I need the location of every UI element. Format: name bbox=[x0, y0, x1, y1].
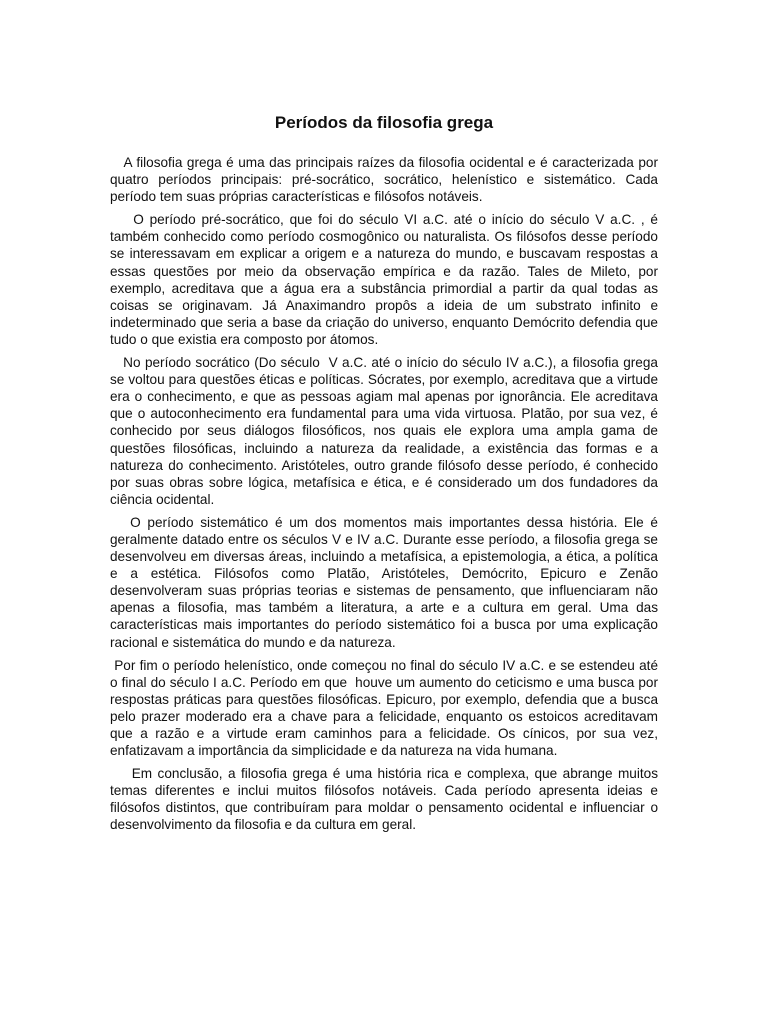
paragraph-pre-socratic: O período pré-socrático, que foi do século VI a.C. até o início do século V a.C. , é também conhecido como período cosmogônico ou naturalista. Os filósofos desse período se interessavam em explicar a origem e a natureza do mundo, e buscavam respostas a essas questões por meio da observação empírica e da razão. Tales de Mileto, por exemplo, acreditava que a água era a substância primordial a partir da qual todas as coisas se originavam. Já Anaximandro propôs a ideia de um substrato infinito e indeterminado que seria a base da criação do universo, enquanto Demócrito defendia que tudo o que existia era composto por átomos. bbox=[110, 212, 662, 347]
paragraph-socratic: No período socrático (Do século V a.C. até o início do século IV a.C.), a filosofia grega se voltou para questões éticas e políticas. Sócrates, por exemplo, acreditava que a virtude era o conhecimento, e que as pessoas agiam mal apenas por ignorância. Ele acreditava que o autoconhecimento era fundamental para uma vida virtuosa. Platão, por sua vez, é conhecido por seus diálogos filosóficos, nos quais ele explora uma ampla gama de questões filosóficas, incluindo a natureza da realidade, a existência das formas e a natureza do conhecimento. Aristóteles, outro grande filósofo desse período, é conhecido por suas obras sobre lógica, metafísica e ética, e é considerado um dos fundadores da ciência ocidental. bbox=[110, 355, 662, 507]
paragraph-conclusion: Em conclusão, a filosofia grega é uma história rica e complexa, que abrange muitos temas diferentes e inclui muitos filósofos notáveis. Cada período apresenta ideias e filósofos distintos, que contribuíram para moldar o pensamento ocidental e influenciar o desenvolvimento da filosofia e da cultura em geral. bbox=[110, 766, 662, 833]
paragraph-hellenistic: Por fim o período helenístico, onde começou no final do século IV a.C. e se estendeu até o final do século I a.C. Período em que houve um aumento do ceticismo e uma busca por respostas práticas para questões filosóficas. Epicuro, por exemplo, defendia que a busca pelo prazer moderado era a chave para a felicidade, enquanto os estoicos acreditavam que a razão e a virtude eram caminhos para a felicidade. Os cínicos, por sua vez, enfatizavam a importância da simplicidade e da natureza na vida humana. bbox=[110, 657, 662, 759]
paragraph-systematic: O período sistemático é um dos momentos mais importantes dessa história. Ele é geralmente datado entre os séculos V e IV a.C. Durante esse período, a filosofia grega se desenvolveu em diversas áreas, incluindo a metafísica, a epistemologia, a ética, a política e a estética. Filósofos como Platão, Aristóteles, Demócrito, Epicuro e Zenão desenvolveram suas próprias teorias e sistemas de pensamento, que influenciaram não apenas a filosofia, mas também a literatura, a arte e a cultura em geral. Uma das características mais importantes do período sistemático foi a busca por uma explicação racional e sistemática do mundo e da natureza. bbox=[110, 514, 662, 650]
document-body bbox=[110, 154, 662, 840]
paragraph-introduction: A filosofia grega é uma das principais raízes da filosofia ocidental e é caracterizada por quatro períodos principais: pré-socrático, socrático, helenístico e sistemático. Cada período tem suas próprias características e filósofos notáveis. bbox=[110, 155, 662, 205]
document-title: Períodos da filosofia grega bbox=[274, 113, 494, 132]
